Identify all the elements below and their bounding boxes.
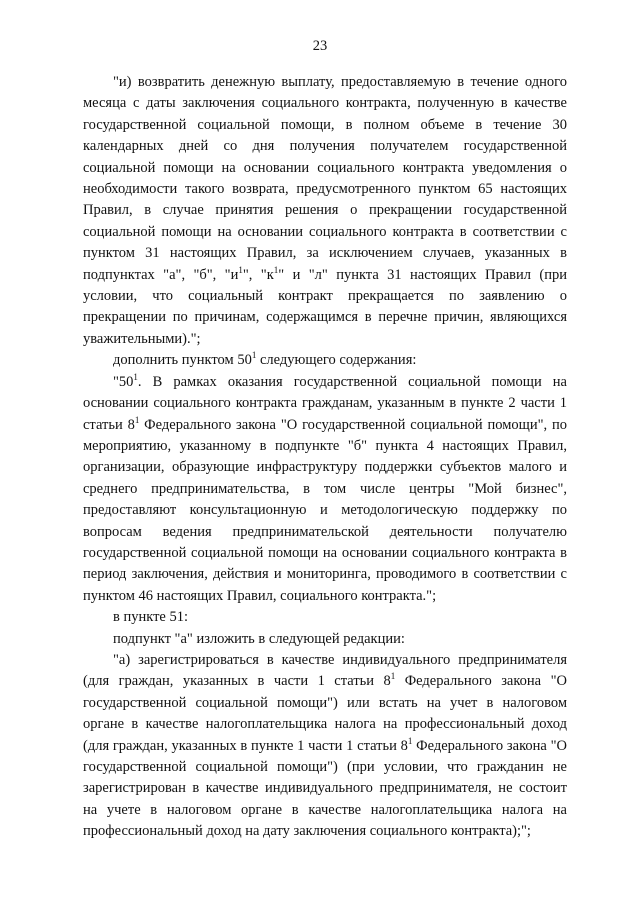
document-body bbox=[83, 72, 567, 843]
page-number: 23 bbox=[312, 38, 328, 54]
paragraph-clause-50-1-text: "$50^1$. В рамках оказания государственной социальной помощи на основании социального контракта гражданам, указанным в пункте 2 части 1 статьи $8^1$ Федерального закона "О государственной социальной помощи", по мероприятию, указанному в подпункте "б" пункта 4 настоящих Правил, организации, образующие инфраструктуру поддержки субъектов малого и среднего предпринимательства, в том числе центры "Мой бизнес", предоставляют консультационную и методологическую поддержку по вопросам ведения предпринимательской деятельности получателю государственной социальной помощи на основании социального контракта в период заключения, действия и мониторинга, проводимого в соответствии с пунктом 46 настоящих Правил, социального контракта."; bbox=[83, 371, 567, 604]
paragraph-subclause-i: "и) возвратить денежную выплату, предоставляемую в течение одного месяца с даты заключения социального контракта, полученную в качестве государственной социальной помощи, в полном объеме в течение 30 календарных дней со дня получения получателем государственной социальной помощи на основании социального контракта уведомления о необходимости такого возврата, предусмотренного пунктом 65 настоящих Правил, в случае принятия решения о прекращении государственной социальной помощи на основании социального контракта в соответствии с пунктом 31 настоящих Правил, за исключением случаев, указанных в подпунктах "а", "б", "$и^1$", "$к^1$" и "л" пункта 31 настоящих Правил (при условии, что социальный контракт прекращается по заявлению о прекращении по причинам, содержащимся в перечне причин, являющихся уважительными)."; bbox=[83, 74, 567, 347]
paragraph-add-clause-50-1: дополнить пунктом $50^1$ следующего содержания: bbox=[113, 350, 417, 369]
paragraph-clause-51: в пункте 51: bbox=[113, 609, 189, 626]
paragraph-subclause-a-text: "а) зарегистрироваться в качестве индивидуального предпринимателя (для граждан, указанных в части 1 статьи $8^1$ Федерального закона "О государственной социальной помощи") или встать на учет в налоговом органе в качестве налогоплательщика налога на профессиональный доход (для граждан, указанных в пункте 1 части 1 статьи $8^1$ Федерального закона "О государственной социальной помощи") (при условии, что гражданин не зарегистрирован в качестве индивидуального предпринимателя, не состоит на учете в налоговом органе в качестве налогоплательщика налога на профессиональный доход на дату заключения социального контракта);"; bbox=[83, 651, 567, 840]
paragraph-subclause-a-intro: подпункт "а" изложить в следующей редакции: bbox=[113, 630, 405, 647]
